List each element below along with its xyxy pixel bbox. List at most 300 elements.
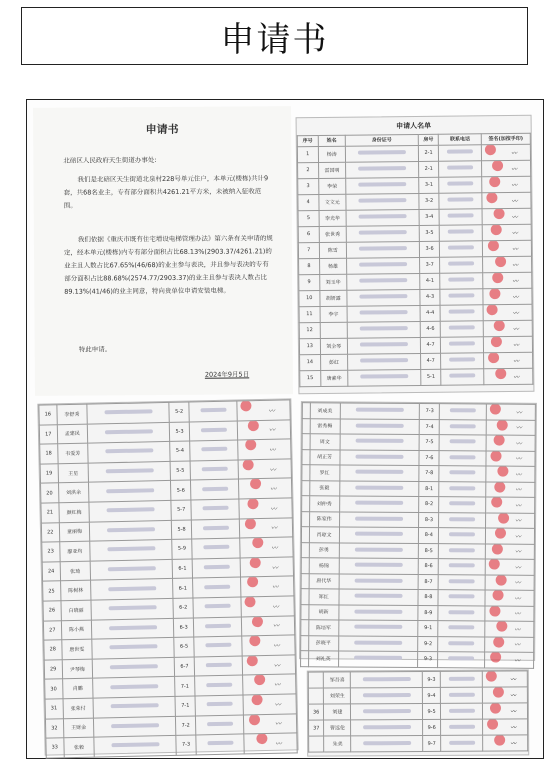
redacted-id-number bbox=[356, 439, 404, 443]
phone-cell bbox=[193, 577, 241, 598]
phone-cell bbox=[192, 558, 240, 579]
signature-cell bbox=[484, 352, 533, 369]
redacted-phone-number bbox=[203, 565, 229, 570]
redacted-phone-number bbox=[449, 594, 475, 598]
handwritten-signature: 〰 bbox=[272, 583, 279, 591]
redacted-phone-number bbox=[205, 624, 231, 629]
red-fingerprint-stamp bbox=[247, 498, 258, 509]
row-number-cell bbox=[302, 480, 310, 496]
applicant-table-4 bbox=[308, 670, 528, 752]
room-number-cell: 9-3 bbox=[422, 671, 440, 687]
redacted-phone-number bbox=[205, 643, 231, 648]
table-row bbox=[301, 589, 534, 606]
handwritten-signature: 〰 bbox=[515, 440, 522, 448]
red-fingerprint-stamp bbox=[495, 368, 506, 379]
signature-cell bbox=[485, 652, 534, 668]
row-number-cell bbox=[309, 736, 324, 752]
letter-date: 2024年9月5日 bbox=[204, 370, 250, 379]
red-fingerprint-stamp bbox=[494, 435, 505, 446]
red-fingerprint-stamp bbox=[248, 420, 259, 431]
redacted-id-number bbox=[355, 578, 403, 582]
signature-cell bbox=[243, 674, 296, 695]
redacted-id-number bbox=[363, 677, 411, 681]
name-cell: 尹琴梅 bbox=[62, 659, 93, 679]
row-number-cell: 33 bbox=[46, 738, 64, 758]
room-number-cell: 8-2 bbox=[419, 497, 439, 513]
id-number-cell bbox=[346, 225, 419, 242]
redacted-id-number bbox=[358, 166, 406, 171]
name-cell: 肖鹏 bbox=[62, 678, 93, 698]
row-number-cell bbox=[302, 403, 310, 419]
handwritten-signature: 〰 bbox=[511, 165, 518, 173]
id-number-cell bbox=[338, 635, 418, 651]
room-number-cell: 3-7 bbox=[419, 257, 440, 273]
redacted-phone-number bbox=[448, 198, 474, 202]
redacted-phone-number bbox=[202, 506, 228, 511]
row-number-cell: 27 bbox=[43, 620, 61, 640]
redacted-id-number bbox=[359, 214, 407, 219]
row-number-cell: 16 bbox=[39, 405, 57, 425]
redacted-id-number bbox=[359, 246, 407, 251]
signature-cell bbox=[486, 481, 535, 497]
redacted-phone-number bbox=[448, 708, 474, 712]
handwritten-signature: 〰 bbox=[275, 720, 282, 729]
table-row bbox=[309, 735, 528, 752]
redacted-phone-number bbox=[447, 166, 473, 170]
name-cell: 肖琼文 bbox=[309, 527, 339, 543]
redacted-phone-number bbox=[449, 342, 475, 346]
redacted-phone-number bbox=[449, 358, 475, 362]
signature-cell bbox=[485, 543, 534, 559]
phone-cell bbox=[440, 703, 482, 719]
header-cell: 联系电话 bbox=[439, 134, 482, 145]
id-number-cell bbox=[351, 703, 423, 719]
room-number-cell: 8-3 bbox=[419, 512, 439, 528]
signature-cell bbox=[238, 478, 291, 499]
handwritten-signature: 〰 bbox=[514, 595, 521, 603]
red-fingerprint-stamp bbox=[489, 605, 500, 616]
phone-cell bbox=[439, 481, 486, 497]
handwritten-signature: 〰 bbox=[515, 455, 522, 463]
row-number-cell bbox=[302, 465, 310, 481]
redacted-phone-number bbox=[202, 486, 228, 491]
phone-cell bbox=[439, 193, 482, 209]
table-row bbox=[302, 496, 535, 513]
room-number-cell: 8-6 bbox=[419, 559, 439, 575]
redacted-phone-number bbox=[450, 408, 476, 412]
row-number-cell bbox=[302, 418, 310, 434]
signature-cell bbox=[241, 615, 294, 636]
phone-cell bbox=[196, 714, 244, 735]
phone-cell bbox=[439, 512, 486, 528]
row-number-cell: 23 bbox=[42, 542, 60, 562]
redacted-phone-number bbox=[203, 526, 229, 531]
redacted-phone-number bbox=[450, 470, 476, 474]
handwritten-signature: 〰 bbox=[513, 373, 520, 381]
signature-cell bbox=[241, 596, 294, 617]
table-row bbox=[301, 620, 534, 637]
room-number-cell: 7-4 bbox=[420, 419, 440, 435]
signature-cell bbox=[482, 176, 531, 193]
redacted-id-number bbox=[107, 527, 155, 532]
row-number-cell: 19 bbox=[40, 464, 58, 484]
name-cell: 张世秀 bbox=[319, 226, 347, 242]
handwritten-signature: 〰 bbox=[268, 427, 276, 435]
red-fingerprint-stamp bbox=[252, 537, 263, 548]
id-number-cell bbox=[348, 353, 421, 370]
name-cell: 韦爱芳 bbox=[57, 443, 88, 463]
red-fingerprint-stamp bbox=[247, 655, 258, 666]
id-number-cell bbox=[93, 696, 175, 717]
redacted-id-number bbox=[354, 609, 402, 613]
red-fingerprint-stamp bbox=[486, 671, 497, 682]
name-cell: 刘礼英 bbox=[308, 651, 338, 667]
handwritten-signature: 〰 bbox=[511, 213, 518, 221]
row-number-cell: 13 bbox=[299, 338, 320, 354]
phone-cell bbox=[440, 273, 483, 289]
room-number-cell: 5-6 bbox=[170, 480, 191, 500]
row-number-cell: 29 bbox=[44, 659, 62, 679]
table-row bbox=[302, 403, 535, 420]
table-row bbox=[301, 635, 534, 652]
room-number-cell: 7-6 bbox=[419, 450, 439, 466]
red-fingerprint-stamp bbox=[493, 636, 504, 647]
room-number-cell: 5-4 bbox=[170, 441, 191, 461]
table-row bbox=[301, 604, 534, 621]
phone-cell bbox=[439, 497, 486, 513]
id-number-cell bbox=[346, 177, 419, 194]
redacted-phone-number bbox=[448, 230, 474, 234]
redacted-phone-number bbox=[449, 517, 475, 521]
name-cell: 雷秀梅 bbox=[310, 418, 340, 434]
redacted-id-number bbox=[359, 262, 407, 267]
id-number-cell bbox=[347, 289, 420, 306]
handwritten-signature: 〰 bbox=[513, 357, 520, 365]
redacted-phone-number bbox=[206, 682, 232, 687]
id-number-cell bbox=[340, 418, 420, 434]
redacted-id-number bbox=[354, 640, 402, 644]
id-number-cell bbox=[88, 442, 170, 463]
signature-cell bbox=[482, 240, 531, 257]
name-cell: 刘洪余 bbox=[58, 483, 89, 503]
phone-cell bbox=[439, 209, 482, 225]
phone-cell bbox=[196, 734, 244, 755]
room-number-cell: 3-6 bbox=[419, 241, 440, 257]
redacted-id-number bbox=[359, 278, 407, 283]
red-fingerprint-stamp bbox=[245, 439, 256, 450]
signature-cell bbox=[486, 404, 535, 420]
red-fingerprint-stamp bbox=[249, 714, 260, 725]
room-number-cell: 8-8 bbox=[418, 590, 438, 606]
redacted-id-number bbox=[360, 358, 408, 363]
phone-cell bbox=[440, 257, 483, 273]
redacted-id-number bbox=[354, 625, 402, 629]
phone-cell bbox=[438, 605, 485, 621]
redacted-id-number bbox=[363, 693, 411, 697]
redacted-phone-number bbox=[448, 278, 474, 282]
signature-cell bbox=[241, 576, 294, 597]
redacted-id-number bbox=[354, 656, 402, 660]
row-number-cell bbox=[301, 604, 309, 620]
table-row bbox=[302, 480, 535, 497]
row-number-cell bbox=[302, 449, 310, 465]
redacted-id-number bbox=[111, 743, 159, 748]
handwritten-signature: 〰 bbox=[271, 544, 278, 552]
handwritten-signature: 〰 bbox=[268, 407, 275, 415]
red-fingerprint-stamp bbox=[493, 687, 504, 698]
id-number-cell bbox=[346, 193, 419, 210]
redacted-phone-number bbox=[449, 532, 475, 536]
row-number-cell: 36 bbox=[308, 704, 323, 720]
room-number-cell: 4-3 bbox=[420, 289, 441, 305]
name-cell: 张琦 bbox=[60, 561, 91, 581]
name-cell: 陈家伟 bbox=[309, 511, 339, 527]
room-number-cell: 4-7 bbox=[420, 353, 441, 369]
handwritten-signature: 〰 bbox=[270, 505, 277, 513]
name-cell: 王财金 bbox=[63, 718, 94, 738]
id-number-cell bbox=[91, 598, 173, 619]
red-fingerprint-stamp bbox=[492, 160, 503, 171]
red-fingerprint-stamp bbox=[244, 596, 255, 607]
phone-cell bbox=[190, 460, 238, 481]
room-number-cell: 5-2 bbox=[169, 402, 190, 422]
signature-cell bbox=[485, 559, 534, 575]
phone-cell bbox=[438, 590, 485, 606]
redacted-phone-number bbox=[449, 724, 475, 728]
handwritten-signature: 〰 bbox=[273, 642, 280, 650]
row-number-cell bbox=[301, 542, 309, 558]
id-number-cell bbox=[346, 161, 419, 178]
redacted-id-number bbox=[363, 709, 411, 713]
phone-cell bbox=[195, 695, 243, 716]
phone-cell bbox=[439, 419, 486, 435]
redacted-phone-number bbox=[450, 439, 476, 443]
row-number-cell: 6 bbox=[298, 226, 319, 242]
signature-cell bbox=[240, 557, 293, 578]
row-number-cell: 30 bbox=[45, 679, 63, 699]
handwritten-signature: 〰 bbox=[271, 564, 278, 572]
red-fingerprint-stamp bbox=[488, 240, 499, 251]
phone-cell bbox=[439, 435, 486, 451]
redacted-id-number bbox=[109, 645, 157, 650]
redacted-phone-number bbox=[449, 563, 475, 567]
phone-cell bbox=[441, 719, 483, 735]
letter-heading: 申请书 bbox=[145, 122, 179, 137]
table-row bbox=[301, 573, 534, 590]
signature-cell bbox=[486, 512, 535, 528]
id-number-cell bbox=[92, 638, 174, 659]
phone-cell bbox=[441, 337, 484, 353]
redacted-phone-number bbox=[207, 741, 233, 746]
red-fingerprint-stamp bbox=[249, 635, 260, 646]
handwritten-signature: 〰 bbox=[511, 197, 518, 205]
phone-cell bbox=[440, 289, 483, 305]
id-number-cell bbox=[351, 687, 423, 703]
redacted-phone-number bbox=[447, 182, 473, 186]
handwritten-signature: 〰 bbox=[509, 708, 517, 716]
id-number-cell bbox=[351, 671, 423, 687]
id-number-cell bbox=[89, 481, 171, 502]
name-cell: 胡妍露 bbox=[319, 290, 347, 306]
room-number-cell: 3-2 bbox=[419, 193, 440, 209]
name-cell: 彭勇 bbox=[309, 542, 339, 558]
phone-cell bbox=[194, 617, 242, 638]
phone-cell bbox=[191, 479, 239, 500]
room-number-cell: 4-4 bbox=[420, 305, 441, 321]
redacted-id-number bbox=[107, 566, 155, 571]
id-number-cell bbox=[339, 604, 419, 620]
redacted-phone-number bbox=[201, 447, 227, 452]
applicant-list-sheet-4 bbox=[307, 669, 529, 756]
phone-cell bbox=[440, 671, 482, 687]
redacted-phone-number bbox=[449, 740, 475, 744]
name-cell: 唐世雯 bbox=[61, 639, 92, 659]
row-number-cell: 22 bbox=[41, 522, 59, 542]
row-number-cell: 18 bbox=[40, 444, 58, 464]
red-fingerprint-stamp bbox=[492, 272, 503, 283]
table-row bbox=[302, 449, 535, 466]
id-number-cell bbox=[93, 657, 175, 678]
id-number-cell bbox=[339, 480, 419, 496]
name-cell: 刘成美 bbox=[310, 403, 340, 419]
room-number-cell: 6-1 bbox=[172, 578, 193, 598]
name-cell: 杨涛 bbox=[318, 146, 346, 162]
room-number-cell: 6-5 bbox=[174, 637, 195, 657]
row-number-cell: 8 bbox=[299, 258, 320, 274]
redacted-id-number bbox=[363, 725, 411, 729]
signature-cell bbox=[485, 605, 534, 621]
row-number-cell: 26 bbox=[43, 601, 61, 621]
redacted-id-number bbox=[363, 741, 411, 745]
name-cell: 陈树林 bbox=[60, 580, 91, 600]
name-cell: 邹吾喜 bbox=[324, 672, 351, 688]
id-number-cell bbox=[347, 257, 420, 274]
table-row bbox=[301, 558, 534, 575]
name-cell: 刘仲秀 bbox=[309, 496, 339, 512]
id-number-cell bbox=[340, 465, 420, 481]
handwritten-signature: 〰 bbox=[514, 579, 521, 587]
phone-cell bbox=[439, 466, 486, 482]
letter-paragraph-2: 我们依据《重庆市既有住宅增设电梯管理办法》第六条有关申请的规定，经本单元(楼栋)内专有部分面积占比68.13%(2903.37/4261.21)的业主且人数占比67.65%(46/68)的业主参与表决，并且参与表决的专有部分面积占比88.68%(2574.77/2903.37)的业主且参与表决人数占比89.13%(41/46)的业主同意，特向贵单位申请安装电梯。 bbox=[63, 234, 273, 296]
red-fingerprint-stamp bbox=[491, 497, 502, 508]
redacted-id-number bbox=[355, 547, 403, 551]
name-cell: 陈培军 bbox=[308, 620, 338, 636]
handwritten-signature: 〰 bbox=[510, 724, 517, 732]
phone-cell bbox=[193, 597, 241, 618]
id-number-cell bbox=[90, 559, 172, 580]
red-fingerprint-stamp bbox=[495, 528, 506, 539]
signature-cell bbox=[483, 719, 528, 735]
handwritten-signature: 〰 bbox=[274, 681, 281, 689]
handwritten-signature: 〰 bbox=[511, 229, 518, 237]
redacted-phone-number bbox=[201, 467, 227, 472]
signature-cell bbox=[483, 272, 532, 289]
red-fingerprint-stamp bbox=[251, 694, 262, 705]
applicant-list-sheet-3 bbox=[299, 401, 537, 665]
handwritten-signature: 〰 bbox=[272, 603, 279, 611]
redacted-id-number bbox=[105, 468, 153, 473]
name-cell: 胡新 bbox=[308, 604, 338, 620]
row-number-cell: 15 bbox=[300, 370, 321, 386]
redacted-phone-number bbox=[200, 408, 226, 413]
room-number-cell: 2-1 bbox=[418, 161, 439, 177]
name-cell: 曹远伦 bbox=[324, 720, 351, 736]
signature-cell bbox=[486, 497, 535, 513]
red-fingerprint-stamp bbox=[254, 674, 265, 685]
redacted-id-number bbox=[108, 586, 156, 591]
handwritten-signature: 〰 bbox=[510, 149, 517, 157]
red-fingerprint-stamp bbox=[494, 735, 505, 746]
id-number-cell bbox=[90, 540, 172, 561]
signature-cell bbox=[481, 144, 530, 161]
row-number-cell: 3 bbox=[298, 178, 319, 194]
room-number-cell: 8-5 bbox=[419, 543, 439, 559]
signature-cell bbox=[237, 400, 290, 421]
room-number-cell: 7-5 bbox=[420, 435, 440, 451]
redacted-phone-number bbox=[450, 424, 476, 428]
applicant-list-sheet-2 bbox=[37, 398, 298, 755]
red-fingerprint-stamp bbox=[494, 208, 505, 219]
row-number-cell: 14 bbox=[300, 354, 321, 370]
id-number-cell bbox=[346, 241, 419, 258]
id-number-cell bbox=[351, 735, 423, 751]
row-number-cell bbox=[302, 496, 310, 512]
signature-cell bbox=[242, 635, 295, 656]
row-number-cell: 2 bbox=[298, 162, 319, 178]
red-fingerprint-stamp bbox=[491, 336, 502, 347]
redacted-id-number bbox=[110, 684, 158, 689]
row-number-cell: 24 bbox=[42, 562, 60, 582]
name-cell: 周文 bbox=[310, 434, 340, 450]
red-fingerprint-stamp bbox=[487, 719, 498, 730]
red-fingerprint-stamp bbox=[489, 176, 500, 187]
redacted-phone-number bbox=[449, 310, 475, 314]
red-fingerprint-stamp bbox=[240, 400, 251, 411]
room-number-cell: 7-3 bbox=[176, 735, 197, 755]
red-fingerprint-stamp bbox=[490, 652, 501, 663]
handwritten-signature: 〰 bbox=[514, 564, 521, 572]
redacted-phone-number bbox=[449, 579, 475, 583]
handwritten-signature: 〰 bbox=[515, 471, 522, 479]
signature-cell bbox=[243, 694, 296, 715]
red-fingerprint-stamp bbox=[497, 419, 508, 430]
red-fingerprint-stamp bbox=[497, 466, 508, 477]
red-fingerprint-stamp bbox=[247, 576, 258, 587]
row-number-cell: 21 bbox=[41, 503, 59, 523]
id-number-cell bbox=[338, 651, 418, 667]
redacted-phone-number bbox=[450, 455, 476, 459]
name-cell: 孟建民 bbox=[57, 424, 88, 444]
row-number-cell bbox=[301, 573, 309, 589]
redacted-phone-number bbox=[449, 374, 475, 378]
room-number-cell: 9-1 bbox=[418, 621, 438, 637]
redacted-phone-number bbox=[204, 604, 230, 609]
red-fingerprint-stamp bbox=[243, 459, 254, 470]
red-fingerprint-stamp bbox=[498, 512, 509, 523]
red-fingerprint-stamp bbox=[245, 518, 256, 529]
id-number-cell bbox=[339, 558, 419, 574]
redacted-id-number bbox=[360, 342, 408, 347]
room-number-cell: 4-6 bbox=[420, 321, 441, 337]
row-number-cell bbox=[301, 620, 309, 636]
room-number-cell: 3-5 bbox=[419, 225, 440, 241]
name-cell: 王星 bbox=[58, 463, 89, 483]
table-row bbox=[301, 651, 534, 668]
handwritten-signature: 〰 bbox=[515, 424, 522, 432]
redacted-id-number bbox=[356, 454, 404, 458]
room-number-cell: 7-3 bbox=[420, 404, 440, 420]
room-number-cell: 5-8 bbox=[171, 520, 192, 540]
